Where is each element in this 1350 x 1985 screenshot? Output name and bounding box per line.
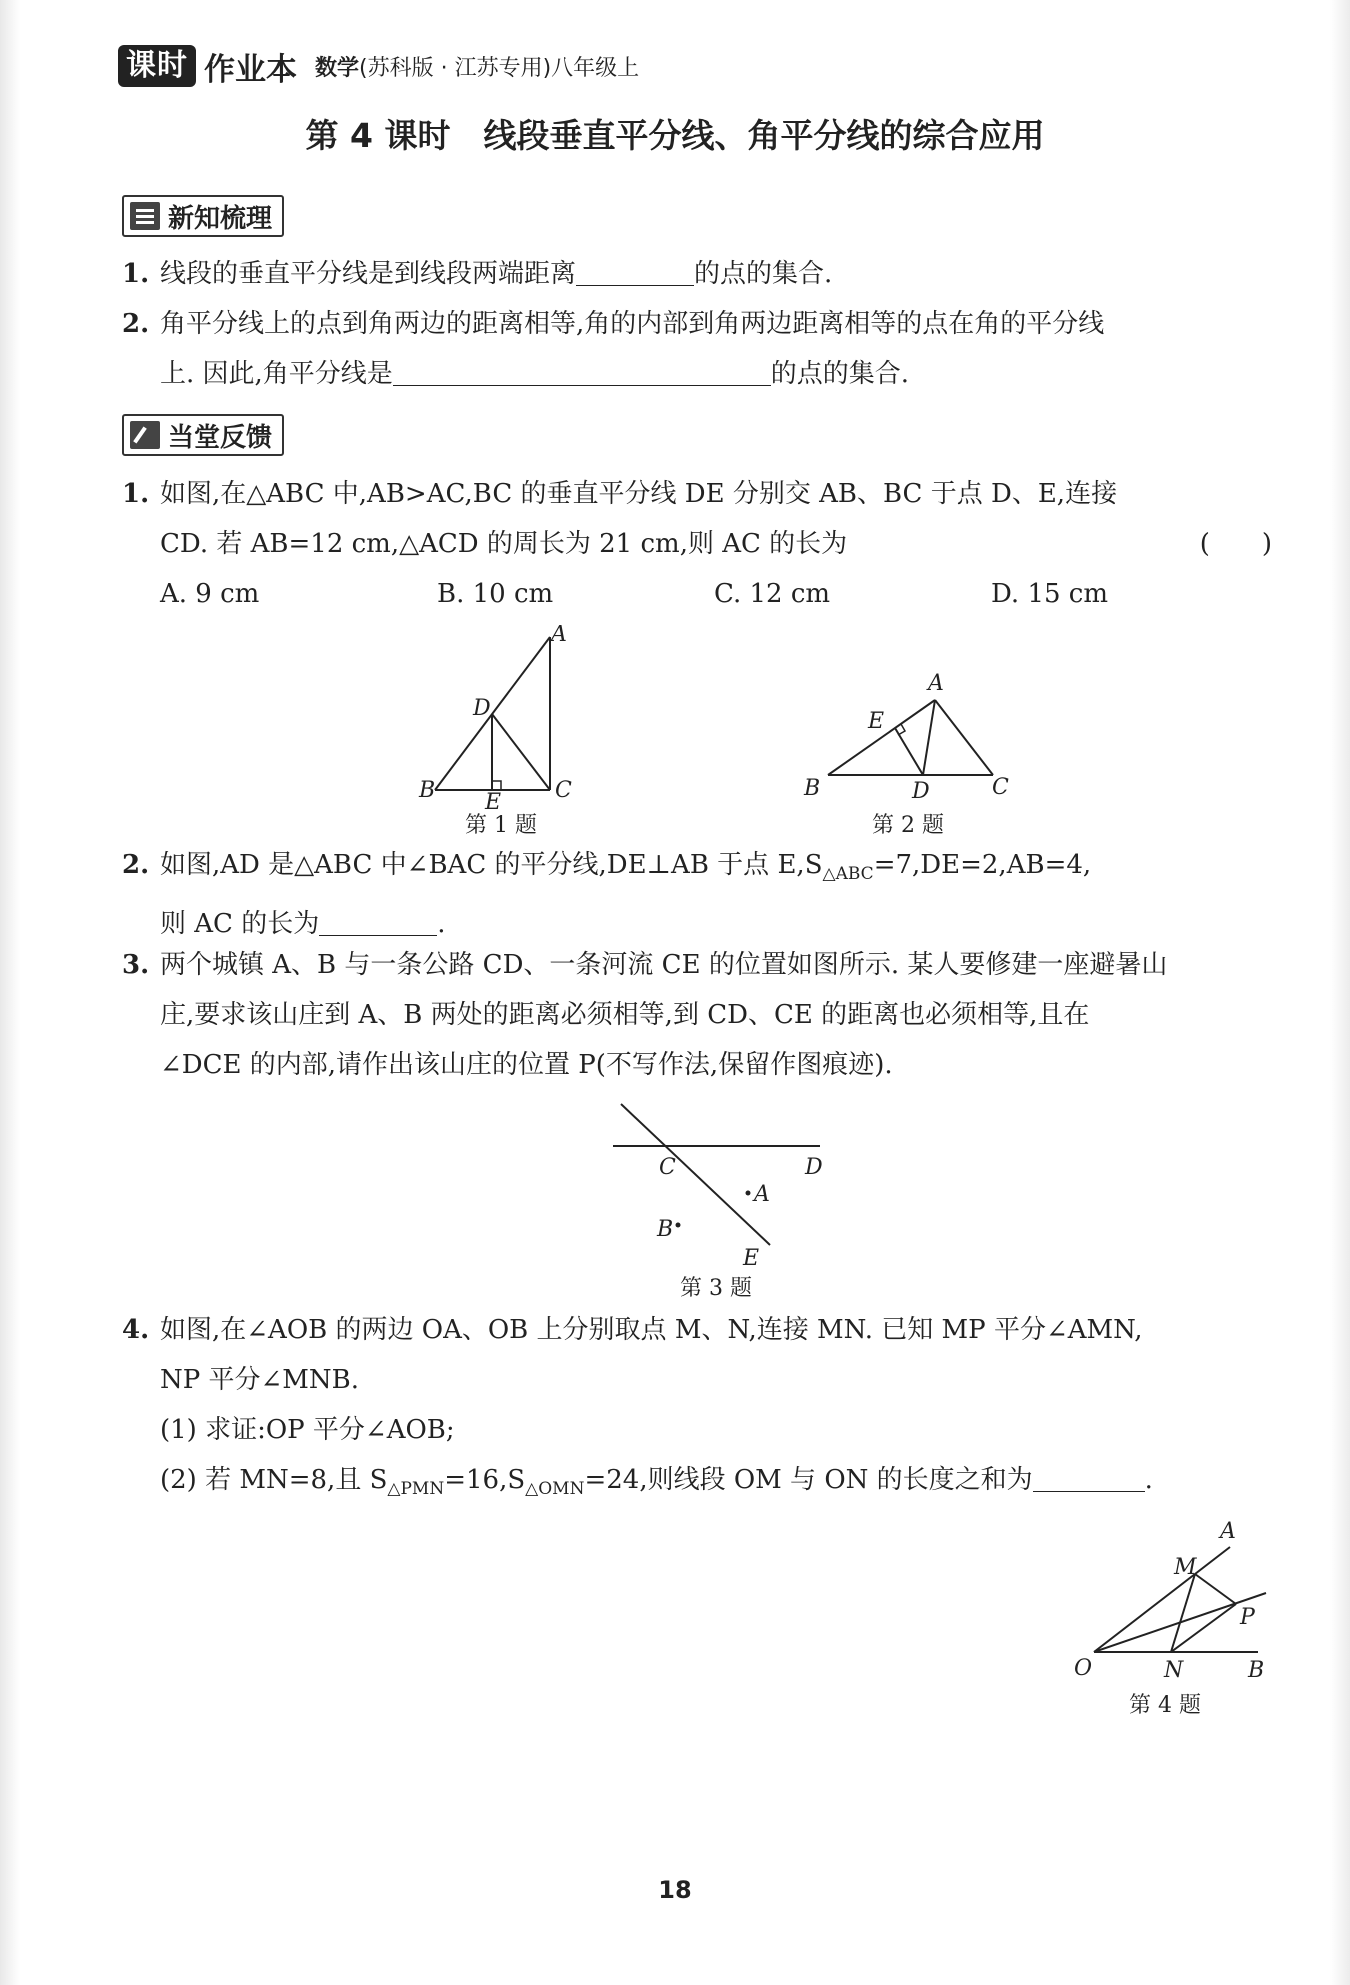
point-label-c: C [555, 778, 572, 803]
page-header [118, 44, 639, 88]
section-label: 新知梳理 [168, 203, 273, 234]
point-label-a: A [928, 671, 944, 696]
point-label-e: E [485, 790, 502, 810]
point-label-e: E [868, 709, 885, 734]
town-a-point [746, 1191, 751, 1196]
point-label-d: D [805, 1155, 823, 1180]
question-text: 则 AC 的长为 [160, 909, 320, 939]
town-b-point [676, 1223, 681, 1228]
segment-ac [935, 700, 993, 775]
answer-blank[interactable] [319, 905, 437, 936]
point-label-b: B [1248, 1658, 1265, 1683]
knowledge-item-1 [122, 249, 1272, 299]
river-ce [621, 1104, 770, 1245]
figure-1-caption: 第 1 题 [465, 813, 537, 838]
segment-mp [1195, 1574, 1236, 1604]
question-text: 如图,在∠AOB 的两边 OA、OB 上分别取点 M、N,连接 MN. 已知 MP 平分∠AMN, [160, 1315, 1143, 1345]
question-text: 如图,AD 是△ABC 中∠BAC 的平分线,DE⊥AB 于点 E,S [160, 850, 823, 880]
question-number: 1. [122, 479, 150, 509]
option-b[interactable]: B. 10 cm [437, 579, 554, 609]
section-label: 当堂反馈 [168, 422, 273, 453]
question-text: 如图,在△ABC 中,AB>AC,BC 的垂直平分线 DE 分别交 AB、BC 于点 D、E,连接 [160, 479, 1118, 509]
option-c[interactable]: C. 12 cm [714, 579, 831, 609]
point-label-d: D [473, 696, 491, 721]
point-label-b: B [419, 778, 436, 803]
subscript: △PMN [387, 1479, 445, 1499]
point-label-c: C [659, 1155, 676, 1180]
page-number: 18 [658, 1876, 692, 1904]
item-text: 线段的垂直平分线是到线段两端距离 [160, 259, 577, 289]
question-number: 2. [122, 850, 150, 880]
book-name: 作业本 [204, 51, 297, 88]
question-number: 4. [122, 1315, 150, 1345]
subscript: △ABC [822, 864, 874, 884]
sub-question-2: =24,则线段 OM 与 ON 的长度之和为 [584, 1465, 1033, 1495]
figure-4-caption: 第 4 题 [1129, 1693, 1201, 1718]
page-edge-right [1330, 0, 1350, 1985]
point-label-o: O [1074, 1656, 1093, 1681]
point-label-a: A [754, 1182, 770, 1207]
answer-blank[interactable] [1033, 1461, 1145, 1492]
item-text: 的点的集合. [770, 359, 910, 389]
section-new-knowledge [122, 195, 284, 237]
right-angle-mark [492, 781, 501, 790]
item-number: 2. [122, 309, 150, 339]
segment-mn [1171, 1574, 1195, 1652]
segment-cd [492, 714, 550, 790]
item-text: 的点的集合. [694, 259, 833, 289]
figure-3-caption: 第 3 题 [680, 1276, 752, 1301]
section-feedback [122, 414, 284, 456]
lesson-title: 第 4 课时 线段垂直平分线、角平分线的综合应用 [305, 116, 1045, 155]
segment-np [1171, 1604, 1236, 1652]
point-label-b: B [804, 776, 821, 801]
figure-4 [1068, 1510, 1278, 1690]
point-label-c: C [992, 775, 1009, 800]
answer-blank[interactable] [576, 255, 694, 286]
point-label-b: B [657, 1217, 674, 1242]
pen-icon [130, 421, 160, 449]
sub-question-2: =16,S [444, 1465, 526, 1495]
question-number: 3. [122, 950, 150, 980]
question-2: 2. 如图,AD 是△ABC 中∠BAC 的平分线,DE⊥AB 于点 $E,S_{\triangle ABC}=7,DE=2,AB=4$, 则 AC 的长为 . [122, 840, 1272, 949]
subscript: △OMN [525, 1479, 585, 1499]
point-label-a: A [551, 625, 567, 647]
book-logo: 课时 [118, 45, 196, 87]
subject-name: 数学 [315, 55, 360, 81]
item-text: 角平分线上的点到角两边的距离相等,角的内部到角两边距离相等的点在角的平分线 [160, 309, 1105, 339]
question-3 [122, 940, 1272, 1090]
options-list [122, 569, 1272, 619]
edition-info: (苏科版 · 江苏专用)八年级上 [359, 55, 640, 81]
question-text: ∠DCE 的内部,请作出该山庄的位置 P(不写作法,保留作图痕迹). [160, 1050, 893, 1080]
ray-oa [1094, 1547, 1230, 1652]
item-text: 上. 因此,角平分线是 [160, 359, 393, 389]
option-a[interactable]: A. 9 cm [160, 579, 260, 609]
answer-blank[interactable] [393, 355, 771, 386]
figure-2-caption: 第 2 题 [872, 813, 944, 838]
question-1 [122, 469, 1272, 619]
figure-1 [415, 625, 585, 810]
segment-ad [923, 700, 935, 775]
point-label-m: M [1174, 1555, 1197, 1580]
page-edge-left [0, 0, 20, 1985]
option-d[interactable]: D. 15 cm [991, 579, 1109, 609]
point-label-n: N [1164, 1658, 1184, 1683]
point-label-a: A [1220, 1519, 1236, 1544]
question-text: 庄,要求该山庄到 A、B 两处的距离必须相等,到 CD、CE 的距离也必须相等,且在 [160, 1000, 1090, 1030]
question-text: =7,DE=2,AB=4, [873, 850, 1092, 880]
point-label-e: E [743, 1246, 760, 1270]
notebook-icon [130, 202, 160, 230]
question-text: NP 平分∠MNB. [160, 1365, 360, 1395]
question-text: CD. 若 AB=12 cm,△ACD 的周长为 21 cm,则 AC 的长为 [160, 529, 848, 559]
sub-question-2: (2) 若 MN=8,且 S [160, 1465, 388, 1495]
figure-2 [800, 670, 1020, 810]
question-4: 4. 如图,在∠AOB 的两边 OA、OB 上分别取点 M、N,连接 MN. 已知 MP 平分∠AMN, NP 平分∠MNB. (1) 求证:OP 平分∠AOB; (2) 若 MN=8,且 $S_{\triangle PMN}=16,S_{\triangle OMN}=24$,则线段 OM 与 ON 的长度之和为 . [122, 1305, 1272, 1514]
knowledge-item-2 [122, 299, 1272, 399]
question-text: 两个城镇 A、B 与一条公路 CD、一条河流 CE 的位置如图所示. 某人要修建一座避暑山 [160, 950, 1168, 980]
figure-3 [605, 1100, 835, 1270]
point-label-d: D [912, 779, 930, 804]
point-label-p: P [1240, 1605, 1255, 1630]
answer-paren[interactable]: ( ) [1199, 529, 1272, 559]
sub-question-1: (1) 求证:OP 平分∠AOB; [160, 1415, 455, 1445]
item-number: 1. [122, 259, 150, 289]
